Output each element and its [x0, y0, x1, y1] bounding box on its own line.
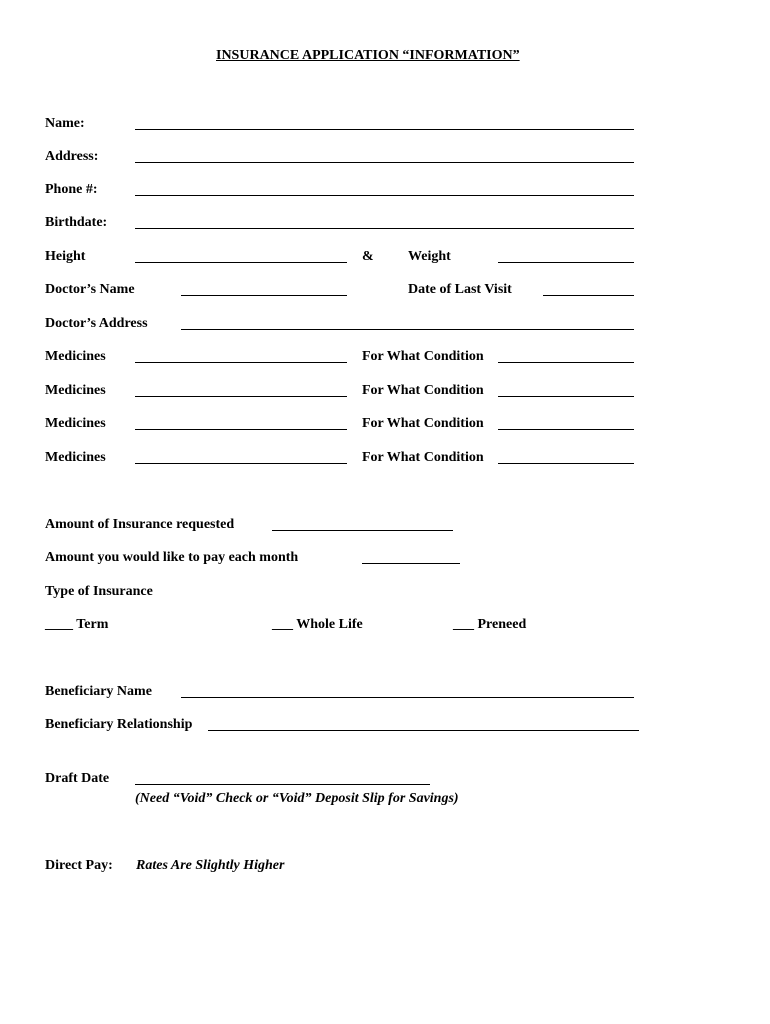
- weight-label: Weight: [408, 249, 451, 264]
- term-option[interactable]: ____ Term: [45, 617, 109, 632]
- doctor-name-label: Doctor’s Name: [45, 282, 135, 297]
- medicine-field[interactable]: [135, 463, 347, 464]
- beneficiary-name-label: Beneficiary Name: [45, 684, 152, 699]
- birthdate-label: Birthdate:: [45, 215, 108, 230]
- draft-date-label: Draft Date: [45, 771, 110, 786]
- insurance-type-label: Type of Insurance: [45, 584, 153, 599]
- height-label: Height: [45, 249, 86, 264]
- phone-field[interactable]: [135, 195, 634, 196]
- weight-field[interactable]: [498, 262, 634, 263]
- amount-requested-field[interactable]: [272, 530, 453, 531]
- height-field[interactable]: [135, 262, 347, 263]
- name-label: Name:: [45, 116, 85, 131]
- direct-pay-label: Direct Pay:: [45, 858, 113, 873]
- beneficiary-relationship-field[interactable]: [208, 730, 639, 731]
- doctor-address-field[interactable]: [181, 329, 634, 330]
- condition-label: For What Condition: [362, 349, 484, 364]
- last-visit-label: Date of Last Visit: [408, 282, 512, 297]
- doctor-address-label: Doctor’s Address: [45, 316, 148, 331]
- last-visit-field[interactable]: [543, 295, 634, 296]
- condition-field[interactable]: [498, 429, 634, 430]
- draft-note: (Need “Void” Check or “Void” Deposit Slip for Savings): [135, 791, 459, 806]
- monthly-payment-field[interactable]: [362, 563, 460, 564]
- condition-field[interactable]: [498, 362, 634, 363]
- medicine-field[interactable]: [135, 362, 347, 363]
- amount-requested-label: Amount of Insurance requested: [45, 517, 235, 532]
- page-title: INSURANCE APPLICATION “INFORMATION”: [216, 48, 520, 63]
- draft-date-field[interactable]: [135, 784, 430, 785]
- doctor-name-field[interactable]: [181, 295, 347, 296]
- medicine-label: Medicines: [45, 349, 106, 364]
- medicine-label: Medicines: [45, 450, 106, 465]
- medicine-field[interactable]: [135, 396, 347, 397]
- condition-label: For What Condition: [362, 450, 484, 465]
- condition-label: For What Condition: [362, 383, 484, 398]
- ampersand: &: [362, 249, 374, 264]
- direct-pay-note: Rates Are Slightly Higher: [136, 858, 285, 873]
- condition-label: For What Condition: [362, 416, 484, 431]
- name-field[interactable]: [135, 129, 634, 130]
- address-label: Address:: [45, 149, 99, 164]
- medicine-field[interactable]: [135, 429, 347, 430]
- birthdate-field[interactable]: [135, 228, 634, 229]
- medicine-label: Medicines: [45, 383, 106, 398]
- condition-field[interactable]: [498, 396, 634, 397]
- preneed-option[interactable]: ___ Preneed: [453, 617, 527, 632]
- monthly-payment-label: Amount you would like to pay each month: [45, 550, 299, 565]
- medicine-label: Medicines: [45, 416, 106, 431]
- address-field[interactable]: [135, 162, 634, 163]
- condition-field[interactable]: [498, 463, 634, 464]
- beneficiary-relationship-label: Beneficiary Relationship: [45, 717, 193, 732]
- beneficiary-name-field[interactable]: [181, 697, 634, 698]
- phone-label: Phone #:: [45, 182, 98, 197]
- whole-life-option[interactable]: ___ Whole Life: [272, 617, 363, 632]
